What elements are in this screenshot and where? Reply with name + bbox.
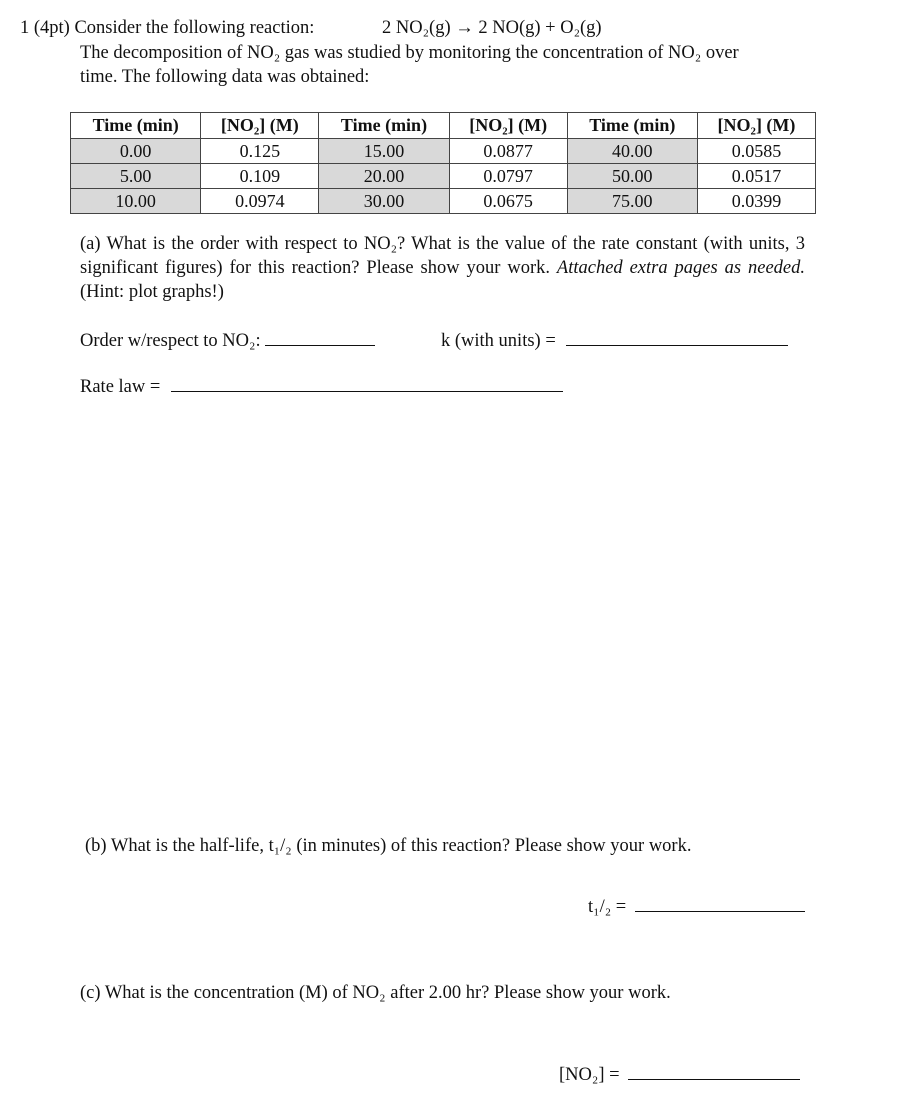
order-answer-blank[interactable] [265, 327, 375, 346]
table-cell: 0.0797 [449, 164, 567, 189]
question-header: 1 (4pt) Consider the following reaction: [20, 18, 315, 38]
part-a-hint: (Hint: plot graphs!) [80, 282, 224, 302]
part-a-italic-note: Attached extra pages as needed. [556, 258, 806, 278]
rate-law-label: Rate law = [80, 377, 161, 397]
k-answer-blank[interactable] [566, 327, 788, 346]
part-b-question: (b) What is the half-life, t₁/₂ (in minutes) of this reaction? Please show your work. [85, 836, 692, 856]
table-header: [NO₂] (M) [449, 113, 567, 139]
order-answer-row [80, 327, 375, 352]
table-row [71, 164, 816, 189]
table-cell: 0.0877 [449, 139, 567, 164]
k-answer-row [441, 327, 788, 352]
table-header-row [71, 113, 816, 139]
table-cell: 15.00 [319, 139, 449, 164]
table-row [71, 189, 816, 214]
table-cell: 0.00 [71, 139, 201, 164]
rate-law-row [80, 373, 563, 398]
table-cell: 0.0675 [449, 189, 567, 214]
table-header: Time (min) [319, 113, 449, 139]
data-table [70, 112, 816, 214]
question-line-2: The decomposition of NO₂ gas was studied by monitoring the concentration of NO₂ over [80, 43, 739, 63]
table-header: [NO₂] (M) [697, 113, 815, 139]
concentration-label: [NO₂] = [559, 1065, 620, 1085]
table-header: Time (min) [71, 113, 201, 139]
half-life-label: t₁/₂ = [588, 897, 627, 917]
part-a-question [80, 232, 805, 304]
half-life-blank[interactable] [635, 893, 805, 912]
half-life-answer-row [588, 893, 805, 918]
rate-law-blank[interactable] [171, 373, 563, 392]
order-label: Order w/respect to NO₂: [80, 331, 261, 351]
k-label: k (with units) = [441, 331, 556, 351]
table-cell: 30.00 [319, 189, 449, 214]
concentration-blank[interactable] [628, 1061, 800, 1080]
table-cell: 0.0974 [201, 189, 319, 214]
table-cell: 20.00 [319, 164, 449, 189]
table-cell: 0.0517 [697, 164, 815, 189]
table-cell: 0.0585 [697, 139, 815, 164]
table-cell: 0.109 [201, 164, 319, 189]
question-line-3: time. The following data was obtained: [80, 67, 370, 87]
table-cell: 40.00 [567, 139, 697, 164]
table-cell: 0.0399 [697, 189, 815, 214]
part-c-question: (c) What is the concentration (M) of NO₂ after 2.00 hr? Please show your work. [80, 983, 671, 1003]
table-cell: 0.125 [201, 139, 319, 164]
table-cell: 75.00 [567, 189, 697, 214]
part-a-text: (a) What is the order with respect to NO₂? What is the value of the rate constant (with units, 3 significant figures) for this reaction? Please show your work. [80, 234, 805, 278]
table-header: Time (min) [567, 113, 697, 139]
table-header: [NO₂] (M) [201, 113, 319, 139]
table-cell: 10.00 [71, 189, 201, 214]
reaction-equation: 2 NO₂(g) → 2 NO(g) + O₂(g) [382, 18, 602, 38]
table-cell: 50.00 [567, 164, 697, 189]
concentration-answer-row [559, 1061, 800, 1086]
table-row [71, 139, 816, 164]
table-cell: 5.00 [71, 164, 201, 189]
